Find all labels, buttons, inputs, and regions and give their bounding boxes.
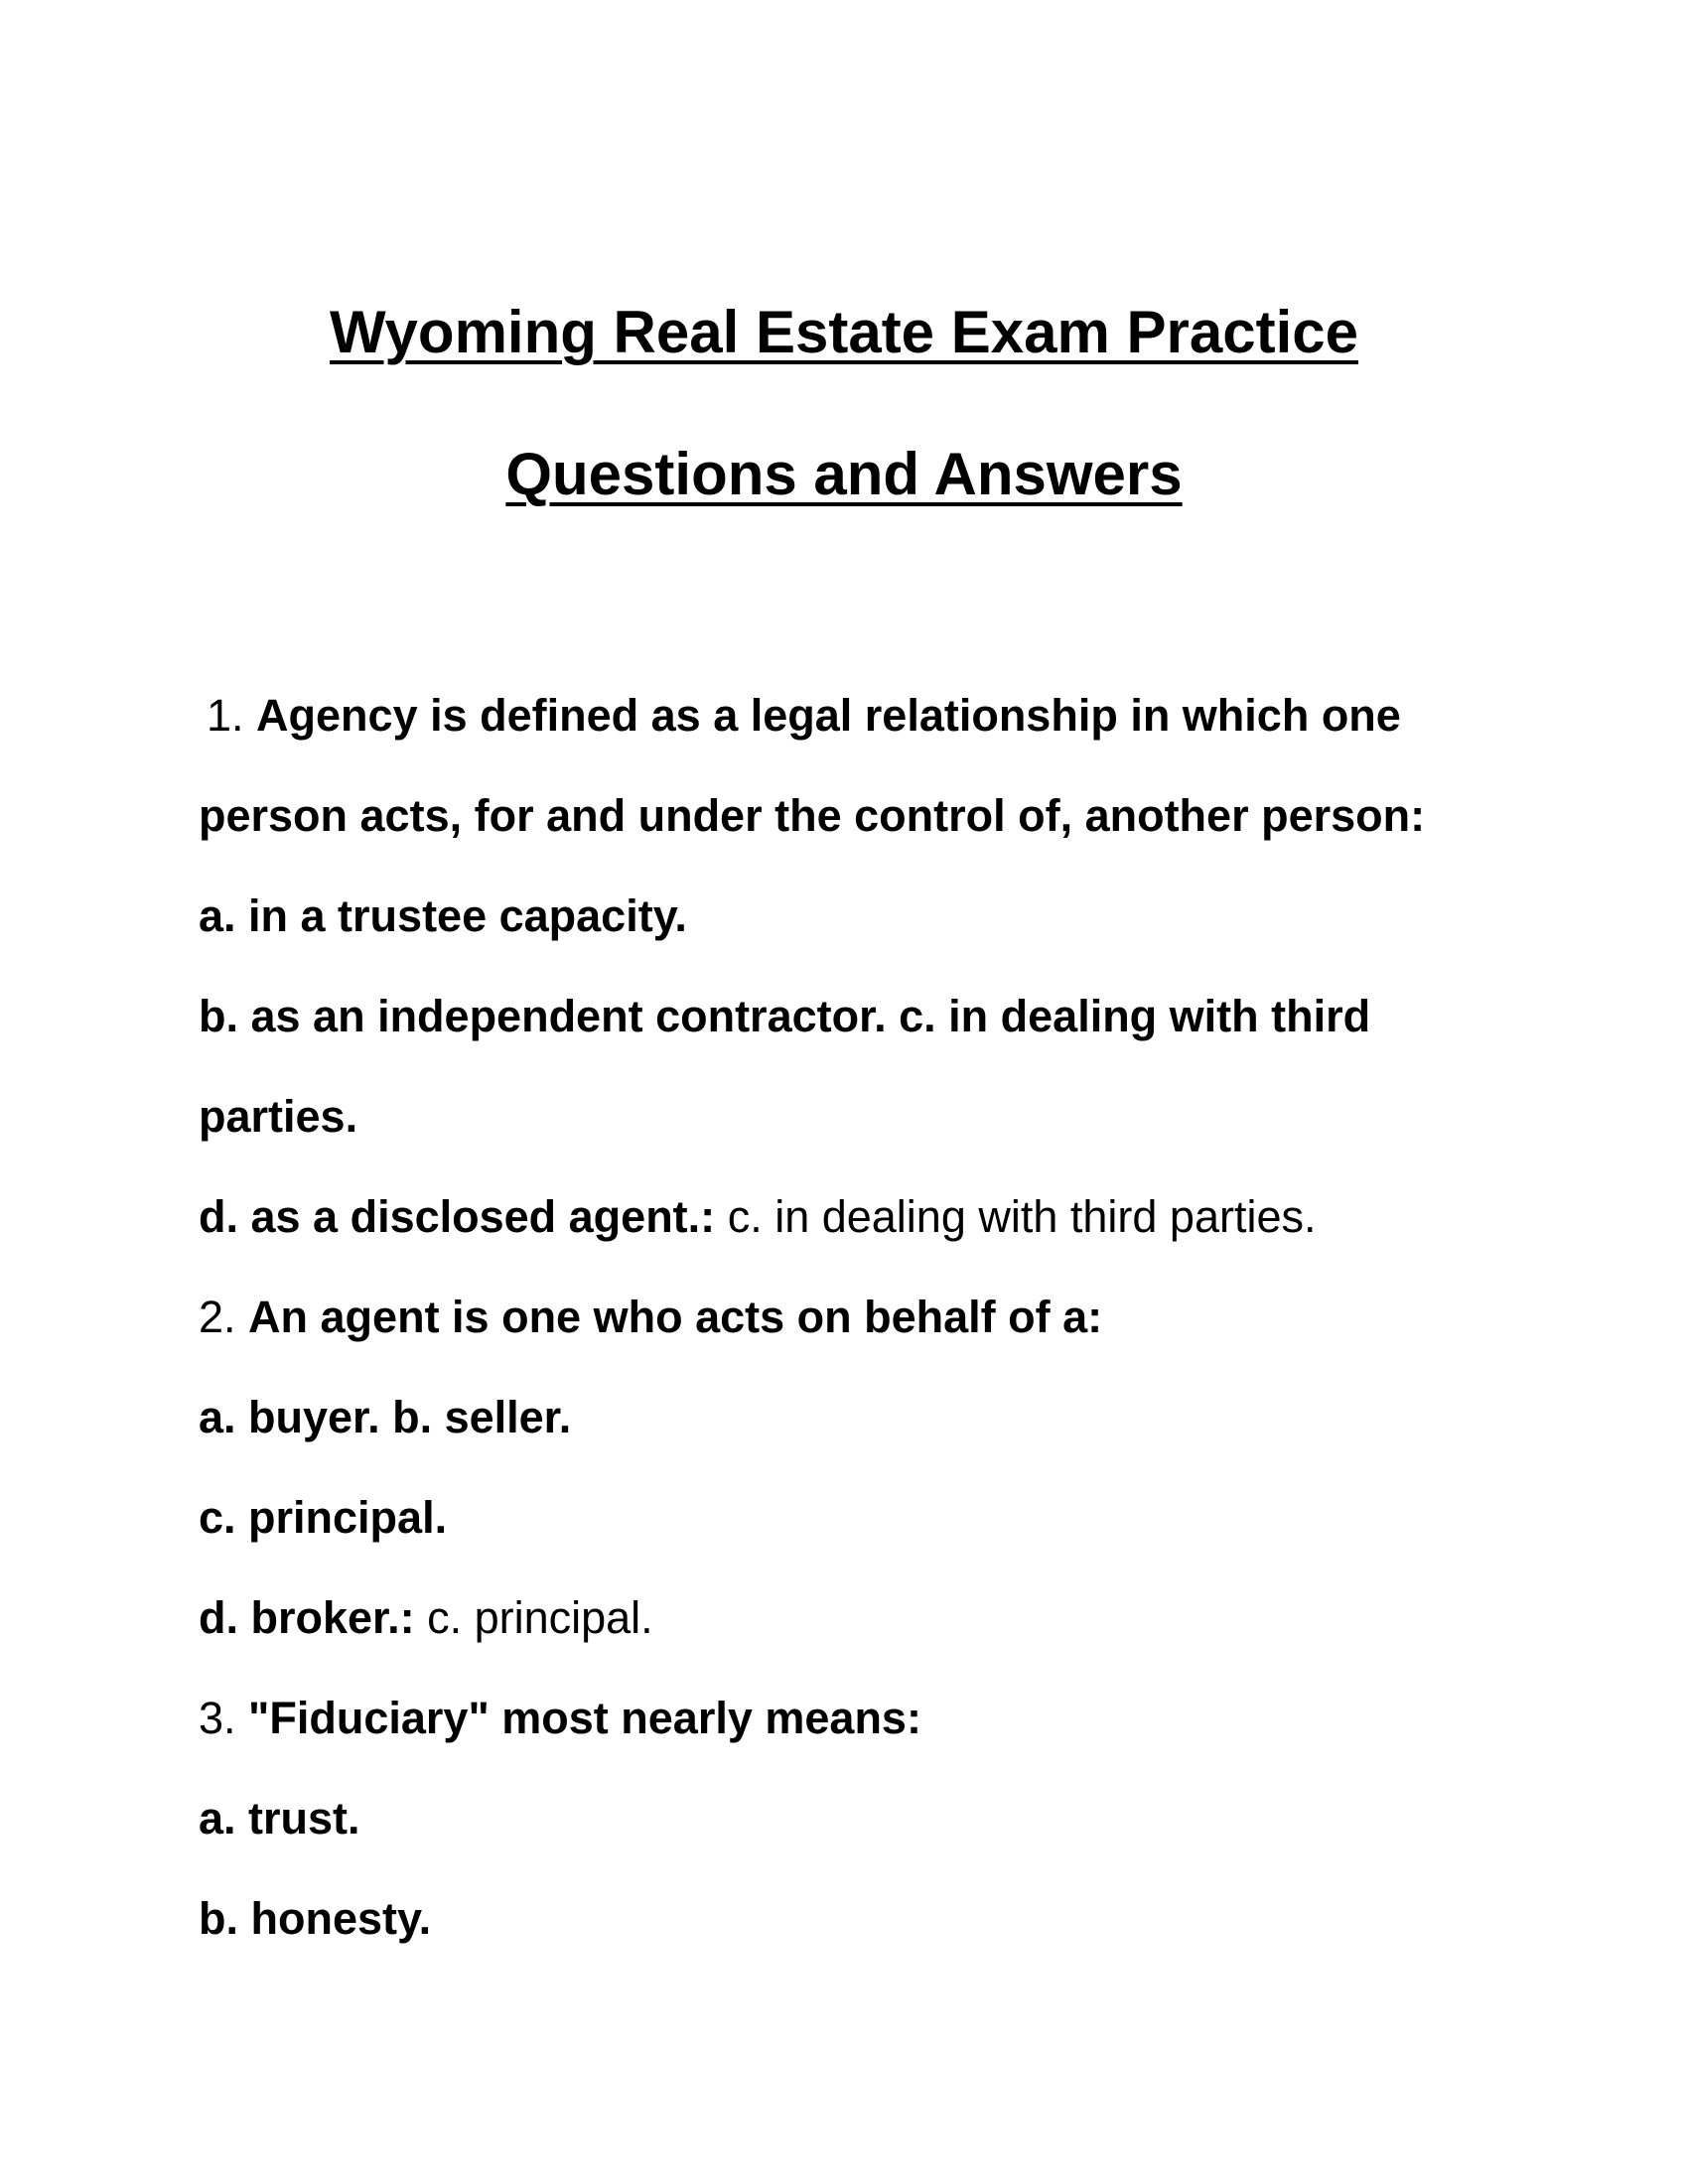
question-2-stem bbox=[199, 1267, 1489, 1367]
question-1-option-d-and-answer bbox=[199, 1166, 1489, 1267]
question-3-option-b: b. honesty. bbox=[199, 1893, 432, 1944]
document-title-line-1: Wyoming Real Estate Exam Practice bbox=[330, 299, 1358, 365]
question-1-answer: c. in dealing with third parties. bbox=[727, 1191, 1317, 1242]
question-3-stem bbox=[199, 1668, 1489, 1768]
question-2-number: 2. bbox=[199, 1292, 236, 1342]
questions-body bbox=[199, 665, 1489, 1969]
question-3-stem-text: "Fiduciary" most nearly means: bbox=[248, 1693, 921, 1743]
question-3-number: 3. bbox=[199, 1693, 236, 1743]
question-2-stem-text: An agent is one who acts on behalf of a: bbox=[248, 1292, 1103, 1342]
question-2-option-d-and-answer bbox=[199, 1568, 1489, 1668]
question-2-answer: c. principal. bbox=[427, 1592, 653, 1643]
question-2-option-c: c. principal. bbox=[199, 1492, 448, 1543]
question-2-option-d: d. broker.: bbox=[199, 1592, 415, 1643]
question-1-option-d: d. as a disclosed agent.: bbox=[199, 1191, 716, 1242]
question-1-stem-line-1 bbox=[199, 665, 1489, 765]
question-1-option-b-c-line-1: b. as an independent contractor. c. in dealing with third bbox=[199, 991, 1371, 1041]
question-1-stem-line-2: person acts, for and under the control of, another person: bbox=[199, 790, 1426, 841]
question-2-option-a-b: a. buyer. b. seller. bbox=[199, 1392, 572, 1442]
question-1-option-a: a. in a trustee capacity. bbox=[199, 890, 687, 941]
question-1-option-b-c-line-2: parties. bbox=[199, 1091, 358, 1142]
question-3-option-a: a. trust. bbox=[199, 1793, 360, 1843]
question-1-number: 1. bbox=[207, 690, 244, 741]
question-1-stem-text: Agency is defined as a legal relationship in which one bbox=[256, 690, 1401, 741]
document-title-line-2: Questions and Answers bbox=[505, 441, 1183, 507]
